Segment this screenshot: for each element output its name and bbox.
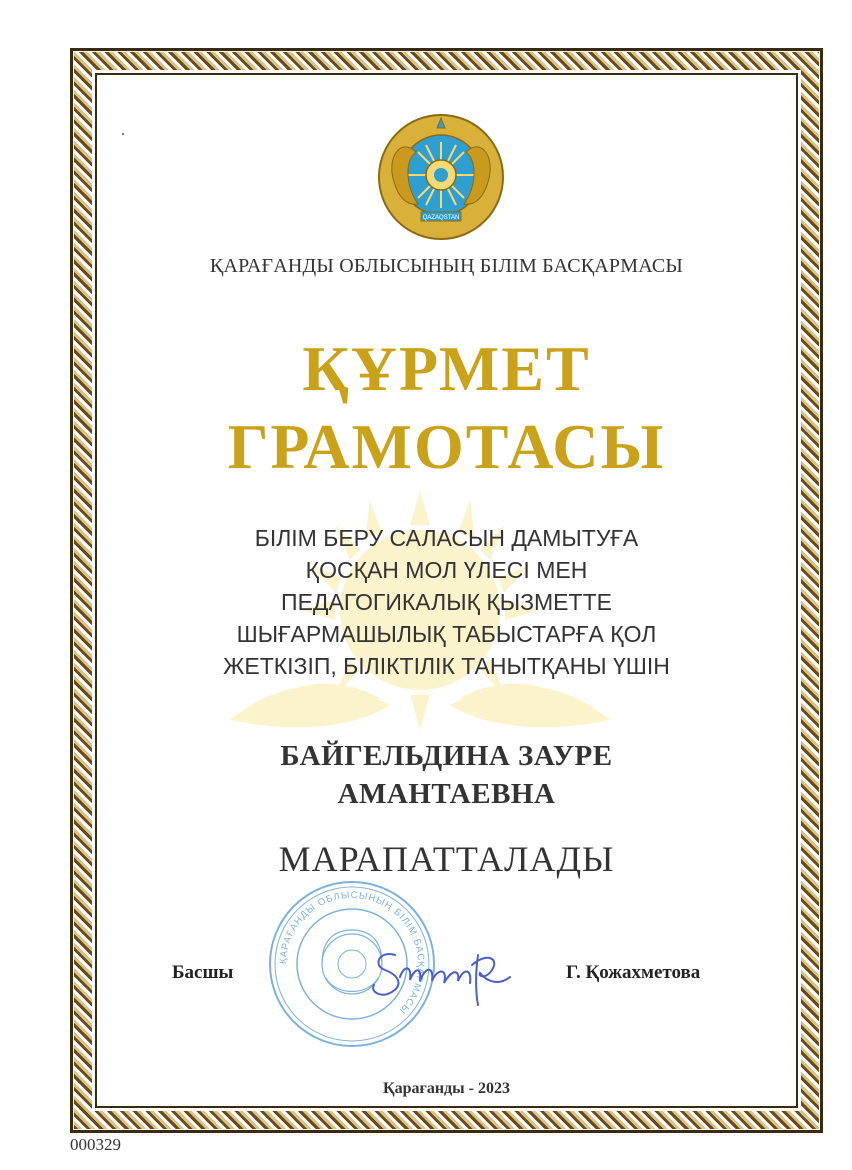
signer-name: Г. Қожахметова	[566, 962, 701, 983]
awarded-text: МАРАПАТТАЛАДЫ	[278, 839, 615, 879]
reason-line: ЖЕТКІЗІП, БІЛІКТІЛІК ТАНЫТҚАНЫ ҮШІН	[223, 653, 670, 679]
signer-role: Басшы	[172, 962, 234, 983]
organization-name: ҚАРАҒАНДЫ ОБЛЫСЫНЫҢ БІЛІМ БАСҚАРМАСЫ	[209, 255, 684, 277]
award-reason	[95, 522, 798, 682]
reason-line: БІЛІМ БЕРУ САЛАСЫН ДАМЫТУҒА	[254, 525, 639, 551]
emblem-label: QAZAQSTAN	[422, 215, 460, 221]
reason-line: ПЕДАГОГИКАЛЫҚ ҚЫЗМЕТТЕ	[281, 589, 612, 615]
recipient-patronymic: АМАНТАЕВНА	[337, 778, 556, 810]
recipient-surname-first: БАЙГЕЛЬДИНА ЗАУРЕ	[280, 740, 613, 772]
title-line-1: ҚҰРМЕТ	[302, 333, 591, 404]
state-emblem-icon	[376, 112, 506, 242]
signature-icon	[360, 925, 525, 1010]
stamp-ring-text: ҚАРАҒАНДЫ ОБЛЫСЫНЫҢ БІЛІМ БАСҚАРМАСЫ	[277, 889, 427, 1017]
certificate-title	[95, 330, 798, 486]
serial-number: 000329	[70, 1135, 121, 1154]
title-line-2: ГРАМОТАСЫ	[227, 411, 666, 482]
reason-line: ҚОСҚАН МОЛ ҮЛЕСІ МЕН	[305, 557, 588, 583]
place-and-year: Қарағанды - 2023	[383, 1080, 510, 1097]
speck	[122, 133, 124, 135]
reason-line: ШЫҒАРМАШЫЛЫҚ ТАБЫСТАРҒА ҚОЛ	[236, 621, 657, 647]
recipient-name	[95, 737, 798, 813]
